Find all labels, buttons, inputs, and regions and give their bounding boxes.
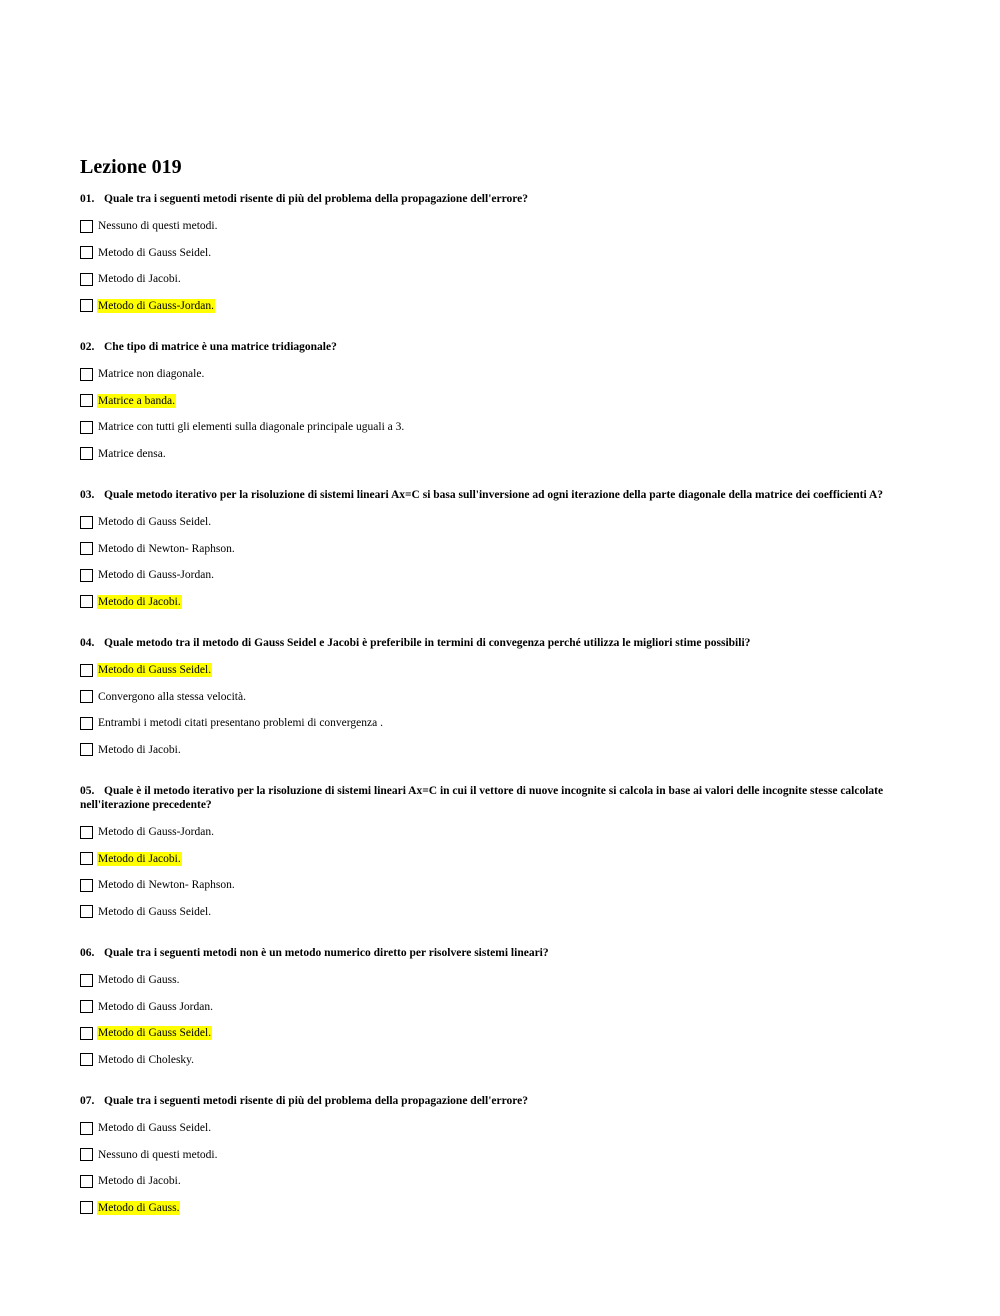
answer-option[interactable] bbox=[80, 872, 920, 899]
answer-option[interactable] bbox=[80, 240, 920, 267]
checkbox-icon[interactable] bbox=[80, 852, 93, 865]
question-4 bbox=[80, 636, 920, 763]
lesson-title: Lezione 019 bbox=[80, 156, 182, 178]
answer-option[interactable] bbox=[80, 1168, 920, 1195]
answer-label: Metodo di Gauss Seidel. bbox=[98, 246, 212, 259]
checkbox-icon[interactable] bbox=[80, 299, 93, 312]
checkbox-icon[interactable] bbox=[80, 1053, 93, 1066]
answer-label: Nessuno di questi metodi. bbox=[98, 220, 218, 233]
checkbox-icon[interactable] bbox=[80, 246, 93, 259]
answer-option[interactable] bbox=[80, 967, 920, 994]
checkbox-icon[interactable] bbox=[80, 220, 93, 233]
question-number: 01. bbox=[80, 193, 95, 205]
checkbox-icon[interactable] bbox=[80, 447, 93, 460]
checkbox-icon[interactable] bbox=[80, 394, 93, 407]
checkbox-icon[interactable] bbox=[80, 905, 93, 918]
answer-label: Matrice con tutti gli elementi sulla diagonale principale uguali a 3. bbox=[98, 421, 405, 434]
question-number: 07. bbox=[80, 1095, 95, 1107]
question-number: 06. bbox=[80, 947, 95, 959]
answer-option[interactable] bbox=[80, 562, 920, 589]
correct-answer-label: Metodo di Gauss-Jordan. bbox=[98, 299, 214, 312]
checkbox-icon[interactable] bbox=[80, 516, 93, 529]
question-1 bbox=[80, 192, 920, 319]
answer-option[interactable] bbox=[80, 684, 920, 711]
answer-label: Metodo di Gauss Seidel. bbox=[98, 1122, 212, 1135]
question-7 bbox=[80, 1094, 920, 1221]
answer-option[interactable] bbox=[80, 899, 920, 926]
checkbox-icon[interactable] bbox=[80, 273, 93, 286]
checkbox-icon[interactable] bbox=[80, 1000, 93, 1013]
checkbox-icon[interactable] bbox=[80, 743, 93, 756]
answer-option[interactable] bbox=[80, 414, 920, 441]
answer-option[interactable] bbox=[80, 509, 920, 536]
checkbox-icon[interactable] bbox=[80, 1201, 93, 1214]
correct-answer-label: Metodo di Jacobi. bbox=[98, 852, 181, 865]
answer-option[interactable] bbox=[80, 737, 920, 764]
answer-option[interactable] bbox=[80, 388, 920, 415]
question-heading bbox=[80, 784, 920, 812]
question-number: 04. bbox=[80, 637, 95, 649]
answer-label: Metodo di Gauss Seidel. bbox=[98, 516, 212, 529]
question-number: 05. bbox=[80, 785, 95, 797]
checkbox-icon[interactable] bbox=[80, 826, 93, 839]
answer-label: Metodo di Jacobi. bbox=[98, 273, 181, 286]
answer-option[interactable] bbox=[80, 441, 920, 468]
answer-label: Metodo di Gauss Jordan. bbox=[98, 1000, 213, 1013]
question-number: 03. bbox=[80, 489, 95, 501]
checkbox-icon[interactable] bbox=[80, 542, 93, 555]
answer-option[interactable] bbox=[80, 846, 920, 873]
checkbox-icon[interactable] bbox=[80, 1175, 93, 1188]
answer-option[interactable] bbox=[80, 293, 920, 320]
answer-label: Metodo di Newton- Raphson. bbox=[98, 542, 235, 555]
answer-label: Metodo di Cholesky. bbox=[98, 1053, 195, 1066]
checkbox-icon[interactable] bbox=[80, 595, 93, 608]
question-heading bbox=[80, 340, 920, 354]
question-list bbox=[80, 192, 920, 1221]
answer-label: Matrice densa. bbox=[98, 447, 166, 460]
checkbox-icon[interactable] bbox=[80, 879, 93, 892]
answer-label: Nessuno di questi metodi. bbox=[98, 1148, 218, 1161]
answer-option[interactable] bbox=[80, 819, 920, 846]
answer-option[interactable] bbox=[80, 361, 920, 388]
correct-answer-label: Matrice a banda. bbox=[98, 394, 175, 407]
answer-option[interactable] bbox=[80, 1115, 920, 1142]
answer-option[interactable] bbox=[80, 1020, 920, 1047]
checkbox-icon[interactable] bbox=[80, 664, 93, 677]
answer-label: Convergono alla stessa velocità. bbox=[98, 690, 246, 703]
answer-option[interactable] bbox=[80, 994, 920, 1021]
question-text: Quale tra i seguenti metodi risente di più del problema della propagazione dell'errore? bbox=[104, 1095, 528, 1107]
checkbox-icon[interactable] bbox=[80, 690, 93, 703]
correct-answer-label: Metodo di Gauss Seidel. bbox=[98, 664, 212, 677]
answer-label: Metodo di Gauss-Jordan. bbox=[98, 826, 214, 839]
checkbox-icon[interactable] bbox=[80, 717, 93, 730]
checkbox-icon[interactable] bbox=[80, 974, 93, 987]
answer-option[interactable] bbox=[80, 1195, 920, 1222]
checkbox-icon[interactable] bbox=[80, 1027, 93, 1040]
answer-option[interactable] bbox=[80, 657, 920, 684]
question-text: Quale metodo tra il metodo di Gauss Seidel e Jacobi è preferibile in termini di convegenza perché utilizza le migliori stime possibili? bbox=[104, 637, 751, 649]
checkbox-icon[interactable] bbox=[80, 1122, 93, 1135]
question-text: Che tipo di matrice è una matrice tridiagonale? bbox=[104, 341, 337, 353]
question-3 bbox=[80, 488, 920, 615]
answer-label: Metodo di Newton- Raphson. bbox=[98, 879, 235, 892]
answer-label: Metodo di Jacobi. bbox=[98, 1175, 181, 1188]
answer-option[interactable] bbox=[80, 710, 920, 737]
answer-option[interactable] bbox=[80, 266, 920, 293]
answer-option[interactable] bbox=[80, 536, 920, 563]
question-text: Quale metodo iterativo per la risoluzione di sistemi lineari Ax=C si basa sull'inversione ad ogni iterazione della parte diagonale della matrice dei coefficienti A? bbox=[104, 489, 884, 501]
answer-option[interactable] bbox=[80, 1047, 920, 1074]
question-number: 02. bbox=[80, 341, 95, 353]
correct-answer-label: Metodo di Jacobi. bbox=[98, 595, 181, 608]
answer-label: Entrambi i metodi citati presentano problemi di convergenza . bbox=[98, 717, 383, 730]
question-text: Quale tra i seguenti metodi risente di più del problema della propagazione dell'errore? bbox=[104, 193, 528, 205]
question-heading bbox=[80, 1094, 920, 1108]
answer-label: Metodo di Gauss. bbox=[98, 974, 180, 987]
question-text: Quale tra i seguenti metodi non è un metodo numerico diretto per risolvere sistemi lineari? bbox=[104, 947, 549, 959]
checkbox-icon[interactable] bbox=[80, 569, 93, 582]
question-2 bbox=[80, 340, 920, 467]
question-heading bbox=[80, 488, 920, 502]
document-page bbox=[80, 153, 920, 1242]
answer-option[interactable] bbox=[80, 213, 920, 240]
answer-label: Matrice non diagonale. bbox=[98, 368, 205, 381]
question-heading bbox=[80, 946, 920, 960]
question-heading bbox=[80, 636, 920, 650]
question-6 bbox=[80, 946, 920, 1073]
answer-label: Metodo di Gauss Seidel. bbox=[98, 905, 212, 918]
checkbox-icon[interactable] bbox=[80, 1148, 93, 1161]
correct-answer-label: Metodo di Gauss Seidel. bbox=[98, 1027, 212, 1040]
answer-label: Metodo di Gauss-Jordan. bbox=[98, 569, 214, 582]
question-5 bbox=[80, 784, 920, 925]
correct-answer-label: Metodo di Gauss. bbox=[98, 1201, 180, 1214]
question-heading bbox=[80, 192, 920, 206]
answer-option[interactable] bbox=[80, 589, 920, 616]
checkbox-icon[interactable] bbox=[80, 368, 93, 381]
checkbox-icon[interactable] bbox=[80, 421, 93, 434]
answer-label: Metodo di Jacobi. bbox=[98, 743, 181, 756]
answer-option[interactable] bbox=[80, 1142, 920, 1169]
question-text: Quale è il metodo iterativo per la risoluzione di sistemi lineari Ax=C in cui il vettore di nuove incognite si calcola in base ai valori delle incognite stesse calcolate nell'iterazione precedente? bbox=[80, 785, 884, 811]
